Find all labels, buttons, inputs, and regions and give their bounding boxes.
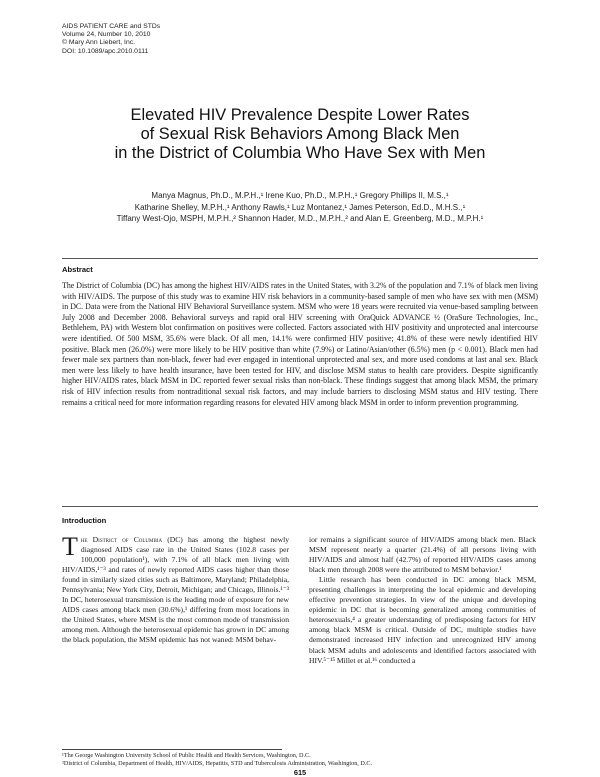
intro-paragraph-1-text: (DC) has among the highest newly diagnosed AIDS case rate in the United States (102.8 cases per 100,000 population¹), with 7.1% of all black men living with HIV/AIDS,¹⁻³ and rates of newly reported AIDS cases higher than those found in similarly sized cities such as Baltimore, Maryland; Philadelphia, Pennsylvania; New York City, Detroit, Michigan; and Chicago, Illinois.¹⁻³ In DC, heterosexual transmission is the leading mode of exposure for new AIDS cases among black men (30.6%),¹ differing from most locations in the United States, where MSM is the most common mode of transmission among men. Although the heterosexual epidemic has grown in DC among the black population, the MSM epidemic has not waned: MSM behav- bbox=[62, 535, 289, 645]
title-line-2: of Sexual Risk Behaviors Among Black Men bbox=[140, 125, 460, 143]
intro-paragraph-1-continued: ior remains a significant source of HIV/AIDS among black men. Black MSM represent nearly a quarter (21.4%) of all persons living with HIV/AIDS and almost half (42.7%) of reported HIV/AIDS cases among black men through 2008 were the attributed to MSM behavior.¹ bbox=[309, 535, 536, 575]
introduction-heading: Introduction bbox=[62, 516, 107, 525]
page-number: 615 bbox=[293, 768, 307, 777]
doi: DOI: 10.1089/apc.2010.0111 bbox=[62, 47, 149, 55]
abstract-bottom-rule bbox=[62, 506, 538, 507]
affiliation-footnotes bbox=[62, 752, 538, 767]
body-column-right bbox=[309, 535, 536, 666]
lead-in-smallcaps: he District of Columbia bbox=[80, 535, 163, 544]
authors-line-1: Manya Magnus, Ph.D., M.P.H.,¹ Irene Kuo, Ph.D., M.P.H.,¹ Gregory Phillips II, M.S.,¹ bbox=[151, 191, 449, 200]
title-line-1: Elevated HIV Prevalence Despite Lower Rates bbox=[130, 106, 470, 124]
author-list bbox=[40, 190, 560, 225]
intro-paragraph-1 bbox=[62, 532, 289, 646]
body-column-left bbox=[62, 532, 289, 646]
footnote-2: ²District of Columbia, Department of Health, HIV/AIDS, Hepatitis, STD and Tuberculosis Administration, Washington, D.C. bbox=[62, 759, 373, 767]
abstract-body: The District of Columbia (DC) has among the highest HIV/AIDS rates in the United States, with 3.2% of the population and 7.1% of black men living with HIV/AIDS. The purpose of this study was to examine HIV risk behaviors in a community-based sample of men who have sex with men (MSM) in DC. Data were from the National HIV Behavioral Surveillance system. MSM who were 18 years were recruited via venue-based sampling between July 2008 and December 2008. Behavioral surveys and rapid oral HIV screening with OraQuick ADVANCE ½ (OraSure Technologies, Inc., Bethlehem, PA) with Western blot confirmation on positives were collected. Factors associated with HIV positivity and unprotected anal intercourse were identified. Of 500 MSM, 35.6% were black. Of all men, 14.1% were confirmed HIV positive; 41.8% of these were newly identified HIV positive. Black men (26.0%) were more likely to be HIV positive than white (7.9%) or Latino/Asian/other (6.5%) men (p < 0.001). Black men had fewer male sex partners than non-black, fewer had ever engaged in intentional unprotected anal sex, and more used condoms at last anal sex. Black men were less likely to have health insurance, have been tested for HIV, and disclose MSM status to health care providers. Despite significantly higher HIV/AIDS rates, black MSM in DC reported fewer sexual risks than non-black. These findings suggest that among black MSM, the primary risk of HIV infection results from nontraditional sexual risk factors, and may include barriers to disclosing MSM status and HIV testing. There remains a critical need for more information regarding reasons for elevated HIV among black MSM in order to inform prevention programming. bbox=[62, 281, 538, 407]
authors-line-3: Tiffany West-Ojo, MSPH, M.P.H.,² Shannon Hader, M.D., M.P.H.,² and Alan E. Greenberg, M.D., M.P.H.¹ bbox=[116, 214, 484, 223]
intro-paragraph-2: Little research has been conducted in DC among black MSM, presenting challenges in interpreting the local epidemic and developing effective prevention strategies. In view of the unique and developing epidemic in DC that is becoming generalized among communities of heterosexuals,⁴ a greater understanding of predisposing factors for HIV among black MSM is critical. Outside of DC, multiple studies have demonstrated increased HIV infection and unrecognized HIV among black MSM adults and adolescents and identified factors associated with HIV.⁵⁻¹⁵ Millet et al.¹⁶ conducted a bbox=[309, 575, 536, 665]
volume-info: Volume 24, Number 10, 2010 bbox=[62, 31, 151, 39]
authors-line-2: Katharine Shelley, M.P.H.,¹ Anthony Rawls,¹ Luz Montanez,¹ James Peterson, Ed.D., M.H.S.,¹ bbox=[134, 202, 466, 212]
footnote-rule bbox=[62, 749, 282, 750]
abstract-top-rule bbox=[62, 258, 538, 259]
abstract-heading: Abstract bbox=[62, 265, 93, 274]
title-line-3: in the District of Columbia Who Have Sex with Men bbox=[114, 144, 486, 162]
article-title bbox=[70, 106, 530, 163]
masthead bbox=[62, 23, 160, 56]
copyright-notice: © Mary Ann Liebert, Inc. bbox=[62, 39, 136, 47]
journal-name: AIDS PATIENT CARE and STDs bbox=[62, 23, 161, 30]
footnote-1: ¹The George Washington University School of Public Health and Health Services, Washington, D.C. bbox=[62, 752, 311, 759]
drop-cap: T bbox=[62, 532, 78, 561]
